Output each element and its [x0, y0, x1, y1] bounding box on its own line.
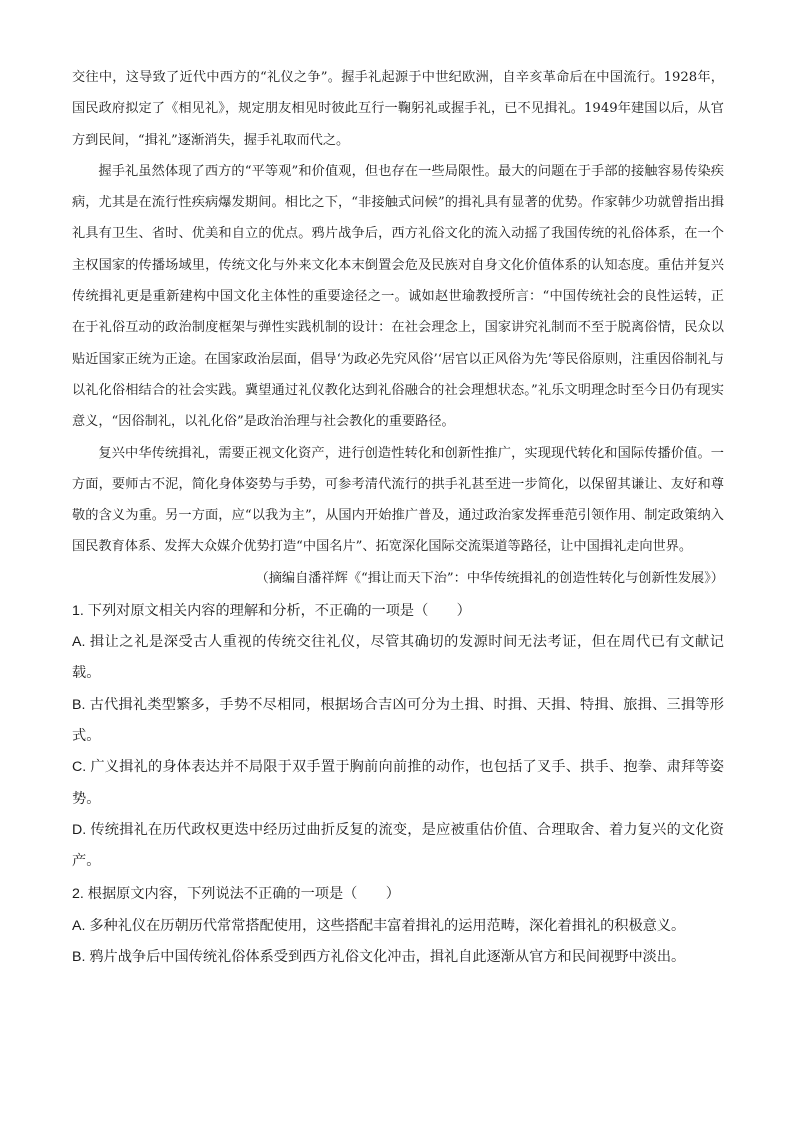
question-1 [72, 596, 724, 878]
question-2-stem: 2. 根据原文内容，下列说法不正确的一项是（ ） [72, 886, 400, 903]
passage-source-citation: （摘编自潘祥辉《“揖让而天下治”：中华传统揖礼的创造性转化与创新性发展》） [255, 570, 724, 586]
passage-paragraph-3: 复兴中华传统揖礼，需要正视文化资产，进行创造性转化和创新性推广，实现现代转化和国际传播价值。一方面，要师古不泥，简化身体姿势与手势，可参考清代流行的拱手礼甚至进一步简化，以保留其谦让、友好和尊敬的含义为重。另一方面，应“以我为主”，从国内开始推广普及，通过政治家发挥垂范引领作用、制定政策纳入国民教育体系、发挥大众媒介优势打造“中国名片”、拓宽深化国际交流渠道等路径，让中国揖礼走向世界。 [72, 445, 724, 555]
document-page [72, 62, 724, 973]
question-2-option-b[interactable]: B. 鸦片战争后中国传统礼俗体系受到西方礼俗文化冲击，揖礼自此逐渐从官方和民间视野中淡出。 [72, 949, 686, 966]
reading-passage [72, 62, 724, 594]
question-1-stem: 1. 下列对原文相关内容的理解和分析，不正确的一项是（ ） [72, 602, 471, 619]
question-1-option-b[interactable]: B. 古代揖礼类型繁多，手势不尽相同，根据场合吉凶可分为土揖、时揖、天揖、特揖、旅揖、三揖等形式。 [72, 696, 724, 744]
question-1-option-a[interactable]: A. 揖让之礼是深受古人重视的传统交往礼仪，尽管其确切的发源时间无法考证，但在周代已有文献记载。 [72, 634, 724, 682]
question-1-option-d[interactable]: D. 传统揖礼在历代政权更迭中经历过曲折反复的流变，是应被重估价值、合理取舍、着力复兴的文化资产。 [72, 821, 724, 870]
question-2-option-a[interactable]: A. 多种礼仪在历朝历代常常搭配使用，这些搭配丰富着揖礼的运用范畴，深化着揖礼的积极意义。 [72, 917, 686, 934]
question-2 [72, 879, 724, 973]
passage-paragraph-1: 交往中，这导致了近代中西方的“礼仪之争”。握手礼起源于中世纪欧洲，自辛亥革命后在中国流行。1928年，国民政府拟定了《相见礼》，规定朋友相见时彼此互行一鞠躬礼或握手礼，已不见揖礼。1949年建国以后，从官方到民间，“揖礼”逐渐消失，握手礼取而代之。 [72, 70, 724, 148]
question-1-option-c[interactable]: C. 广义揖礼的身体表达并不局限于双手置于胸前向前推的动作，也包括了叉手、拱手、抱拳、肃拜等姿势。 [72, 759, 724, 807]
passage-paragraph-2: 握手礼虽然体现了西方的“平等观”和价值观，但也存在一些局限性。最大的问题在于手部的接触容易传染疾病，尤其是在流行性疾病爆发期间。相比之下，“非接触式问候”的揖礼具有显著的优势。作家韩少功就曾指出揖礼具有卫生、省时、优美和自立的优点。鸦片战争后，西方礼俗文化的流入动摇了我国传统的礼俗体系，在一个主权国家的传播场域里，传统文化与外来文化本末倒置会危及民族对自身文化价值体系的认知态度。重估并复兴传统揖礼更是重新建构中国文化主体性的重要途径之一。诚如赵世瑜教授所言：“中国传统社会的良性运转，正在于礼俗互动的政治制度框架与弹性实践机制的设计：在社会理念上，国家讲究礼制而不至于脱离俗情，民众以贴近国家正统为正途。在国家政治层面，倡导‘为政必先究风俗’‘居官以正风俗为先’等民俗原则，注重因俗制礼与以礼化俗相结合的社会实践。冀望通过礼仪教化达到礼俗融合的社会理想状态。”礼乐文明理念时至今日仍有现实意义，“因俗制礼，以礼化俗”是政治治理与社会教化的重要路径。 [72, 163, 724, 430]
questions-section [72, 596, 724, 974]
